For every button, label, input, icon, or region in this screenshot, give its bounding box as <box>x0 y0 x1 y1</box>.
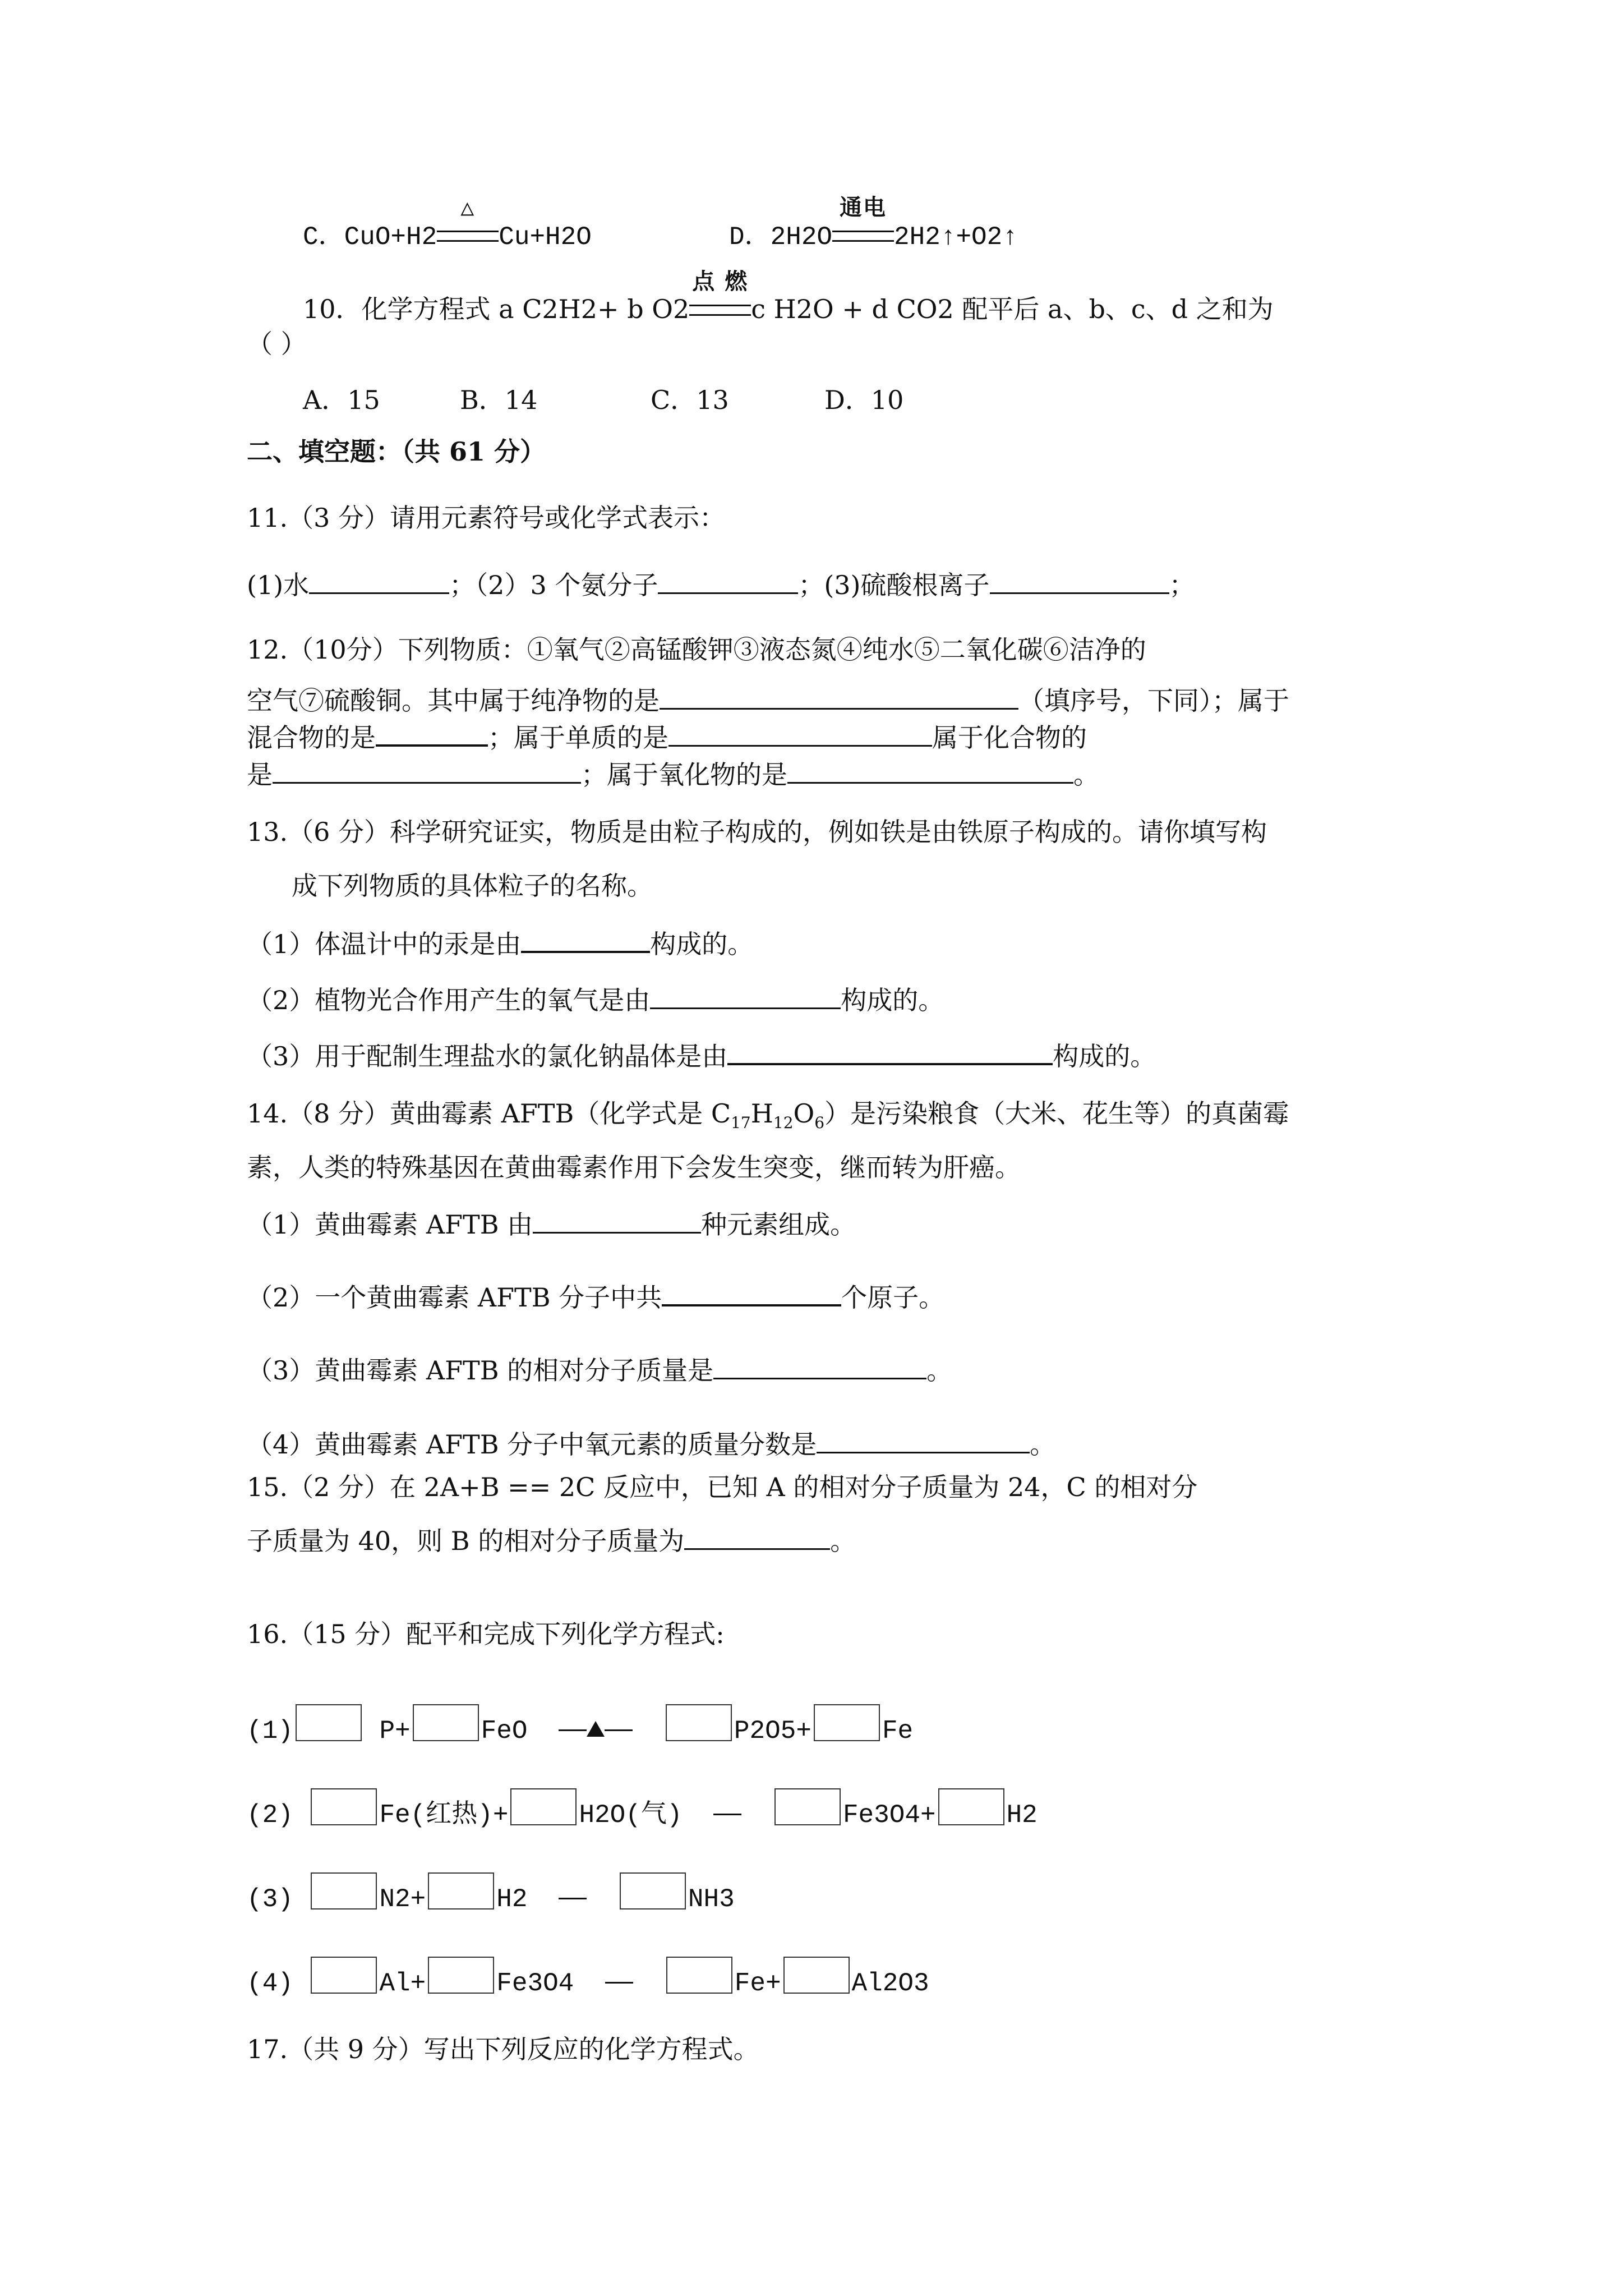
q9-c-right: Cu+H2O <box>499 223 592 252</box>
answer-blank[interactable] <box>309 592 449 594</box>
q14-line2: 素，人类的特殊基因在黄曲霉素作用下会发生突变，继而转为肝癌。 <box>247 1152 1021 1182</box>
q10-option-b: B．14 <box>460 385 538 415</box>
coefficient-box[interactable] <box>311 1788 377 1825</box>
q10-option-c: C．13 <box>651 385 729 415</box>
heat-condition: △ <box>460 197 476 222</box>
section-title: 二、填空题：（共 61 分） <box>247 436 546 467</box>
q9-option-c <box>303 197 592 252</box>
answer-blank[interactable] <box>684 1548 830 1550</box>
q15-line2: 子质量为 40，则 B 的相对分子质量为 。 <box>247 1526 856 1556</box>
coefficient-box[interactable] <box>666 1704 732 1741</box>
coefficient-box[interactable] <box>814 1704 880 1741</box>
coefficient-box[interactable] <box>311 1957 377 1994</box>
coefficient-box[interactable] <box>620 1872 686 1910</box>
q14-line1: 14.（8 分）黄曲霉素 AFTB（化学式是 $C_{17}H_{12}O_6$）是污染粮食（大米、花生等）的真菌霉 <box>247 1098 1289 1133</box>
q17-stem: 17.（共 9 分）写出下列反应的化学方程式。 <box>247 2034 759 2064</box>
q9-c-left: C．CuO+H2 <box>303 223 437 252</box>
q13-sub2: （2）植物光合作用产生的氧气是由 构成的。 <box>247 985 944 1015</box>
q10-arrow <box>689 268 751 322</box>
answer-blank[interactable] <box>787 782 1073 784</box>
equation-4: (4) Al+ Fe3O4 Fe+ Al2O3 <box>247 1957 929 1996</box>
coefficient-box[interactable] <box>774 1788 841 1825</box>
q14-sub2: （2）一个黄曲霉素 AFTB 分子中共 个原子。 <box>247 1282 945 1313</box>
q9-d-right: 2H2↑+O2↑ <box>894 223 1018 252</box>
coefficient-box[interactable] <box>666 1957 732 1994</box>
coefficient-box[interactable] <box>938 1788 1004 1825</box>
coefficient-box[interactable] <box>510 1788 577 1825</box>
equation-1: (1) P+ FeO P2O5+ Fe <box>247 1704 913 1744</box>
q11-stem: 11.（3 分）请用元素符号或化学式表示： <box>247 503 726 533</box>
electrolysis-condition: 通电 <box>840 197 887 222</box>
q14-sub3: （3）黄曲霉素 AFTB 的相对分子质量是 。 <box>247 1355 953 1386</box>
q10-option-d: D．10 <box>824 385 904 415</box>
q9-d-arrow <box>832 197 894 250</box>
answer-blank[interactable] <box>658 592 798 594</box>
q16-stem: 16.（15 分）配平和完成下列化学方程式: <box>247 1619 725 1649</box>
q12-line3: 混合物的是 ；属于单质的是 属于化合物的 <box>247 723 1087 753</box>
q14-sub1: （1）黄曲霉素 AFTB 由 种元素组成。 <box>247 1209 856 1240</box>
answer-blank[interactable] <box>713 1378 926 1379</box>
q13-line2: 成下列物质的具体粒子的名称。 <box>292 871 653 901</box>
equation-3: (3) N2+ H2 NH3 <box>247 1872 735 1912</box>
q10-paren: （ ） <box>247 329 307 359</box>
answer-blank[interactable] <box>727 1063 1053 1065</box>
answer-blank[interactable] <box>533 1232 701 1234</box>
answer-blank[interactable] <box>273 782 581 784</box>
answer-blank[interactable] <box>662 1304 841 1306</box>
q10-option-a: A．15 <box>303 385 380 415</box>
ignite-condition: 点 燃 <box>692 268 749 295</box>
q9-option-d <box>729 197 1018 252</box>
q15-line1: 15.（2 分）在 2A+B == 2C 反应中，已知 A 的相对分子质量为 24，C 的相对分 <box>247 1472 1198 1502</box>
answer-blank[interactable] <box>668 745 932 747</box>
coefficient-box[interactable] <box>428 1872 494 1910</box>
q12-line4: 是 ；属于氧化物的是 。 <box>247 760 1099 790</box>
coefficient-box[interactable] <box>428 1957 494 1994</box>
q10-stem <box>303 268 1274 324</box>
answer-blank[interactable] <box>990 592 1169 594</box>
coefficient-box[interactable] <box>296 1704 362 1741</box>
q10-stem-left: 10．化学方程式 a C2H2+ b O2 <box>303 294 690 324</box>
coefficient-box[interactable] <box>783 1957 850 1994</box>
heat-triangle-icon <box>587 1721 605 1737</box>
coefficient-box[interactable] <box>311 1872 377 1910</box>
q11-parts: (1)水 ；（2）3 个氨分子 ；(3)硫酸根离子 ； <box>247 570 1195 600</box>
q13-sub3: （3）用于配制生理盐水的氯化钠晶体是由 构成的。 <box>247 1041 1156 1071</box>
answer-blank[interactable] <box>650 1007 841 1009</box>
answer-blank[interactable] <box>521 951 650 953</box>
q9-c-arrow <box>437 197 499 250</box>
answer-blank[interactable] <box>660 708 1018 710</box>
answer-blank[interactable] <box>817 1452 1030 1453</box>
q9-d-left: D．2H2O <box>729 223 833 252</box>
q13-sub1: （1）体温计中的汞是由 构成的。 <box>247 929 754 959</box>
q13-line1: 13.（6 分）科学研究证实，物质是由粒子构成的，例如铁是由铁原子构成的。请你填写构 <box>247 817 1267 847</box>
q14-sub4: （4）黄曲霉素 AFTB 分子中氧元素的质量分数是 。 <box>247 1429 1056 1460</box>
q10-stem-right: c H2O + d CO2 配平后 a、b、c、d 之和为 <box>751 294 1274 324</box>
q12-line2: 空气⑦硫酸铜。其中属于纯净物的是 （填序号，下同）；属于 <box>247 685 1289 716</box>
q12-line1: 12.（10分）下列物质：①氧气②高锰酸钾③液态氮④纯水⑤二氧化碳⑥洁净的 <box>247 634 1146 665</box>
answer-blank[interactable] <box>376 744 488 747</box>
coefficient-box[interactable] <box>413 1704 479 1741</box>
equation-2: (2) Fe(红热)+ H2O(气) Fe3O4+ H2 <box>247 1788 1038 1828</box>
